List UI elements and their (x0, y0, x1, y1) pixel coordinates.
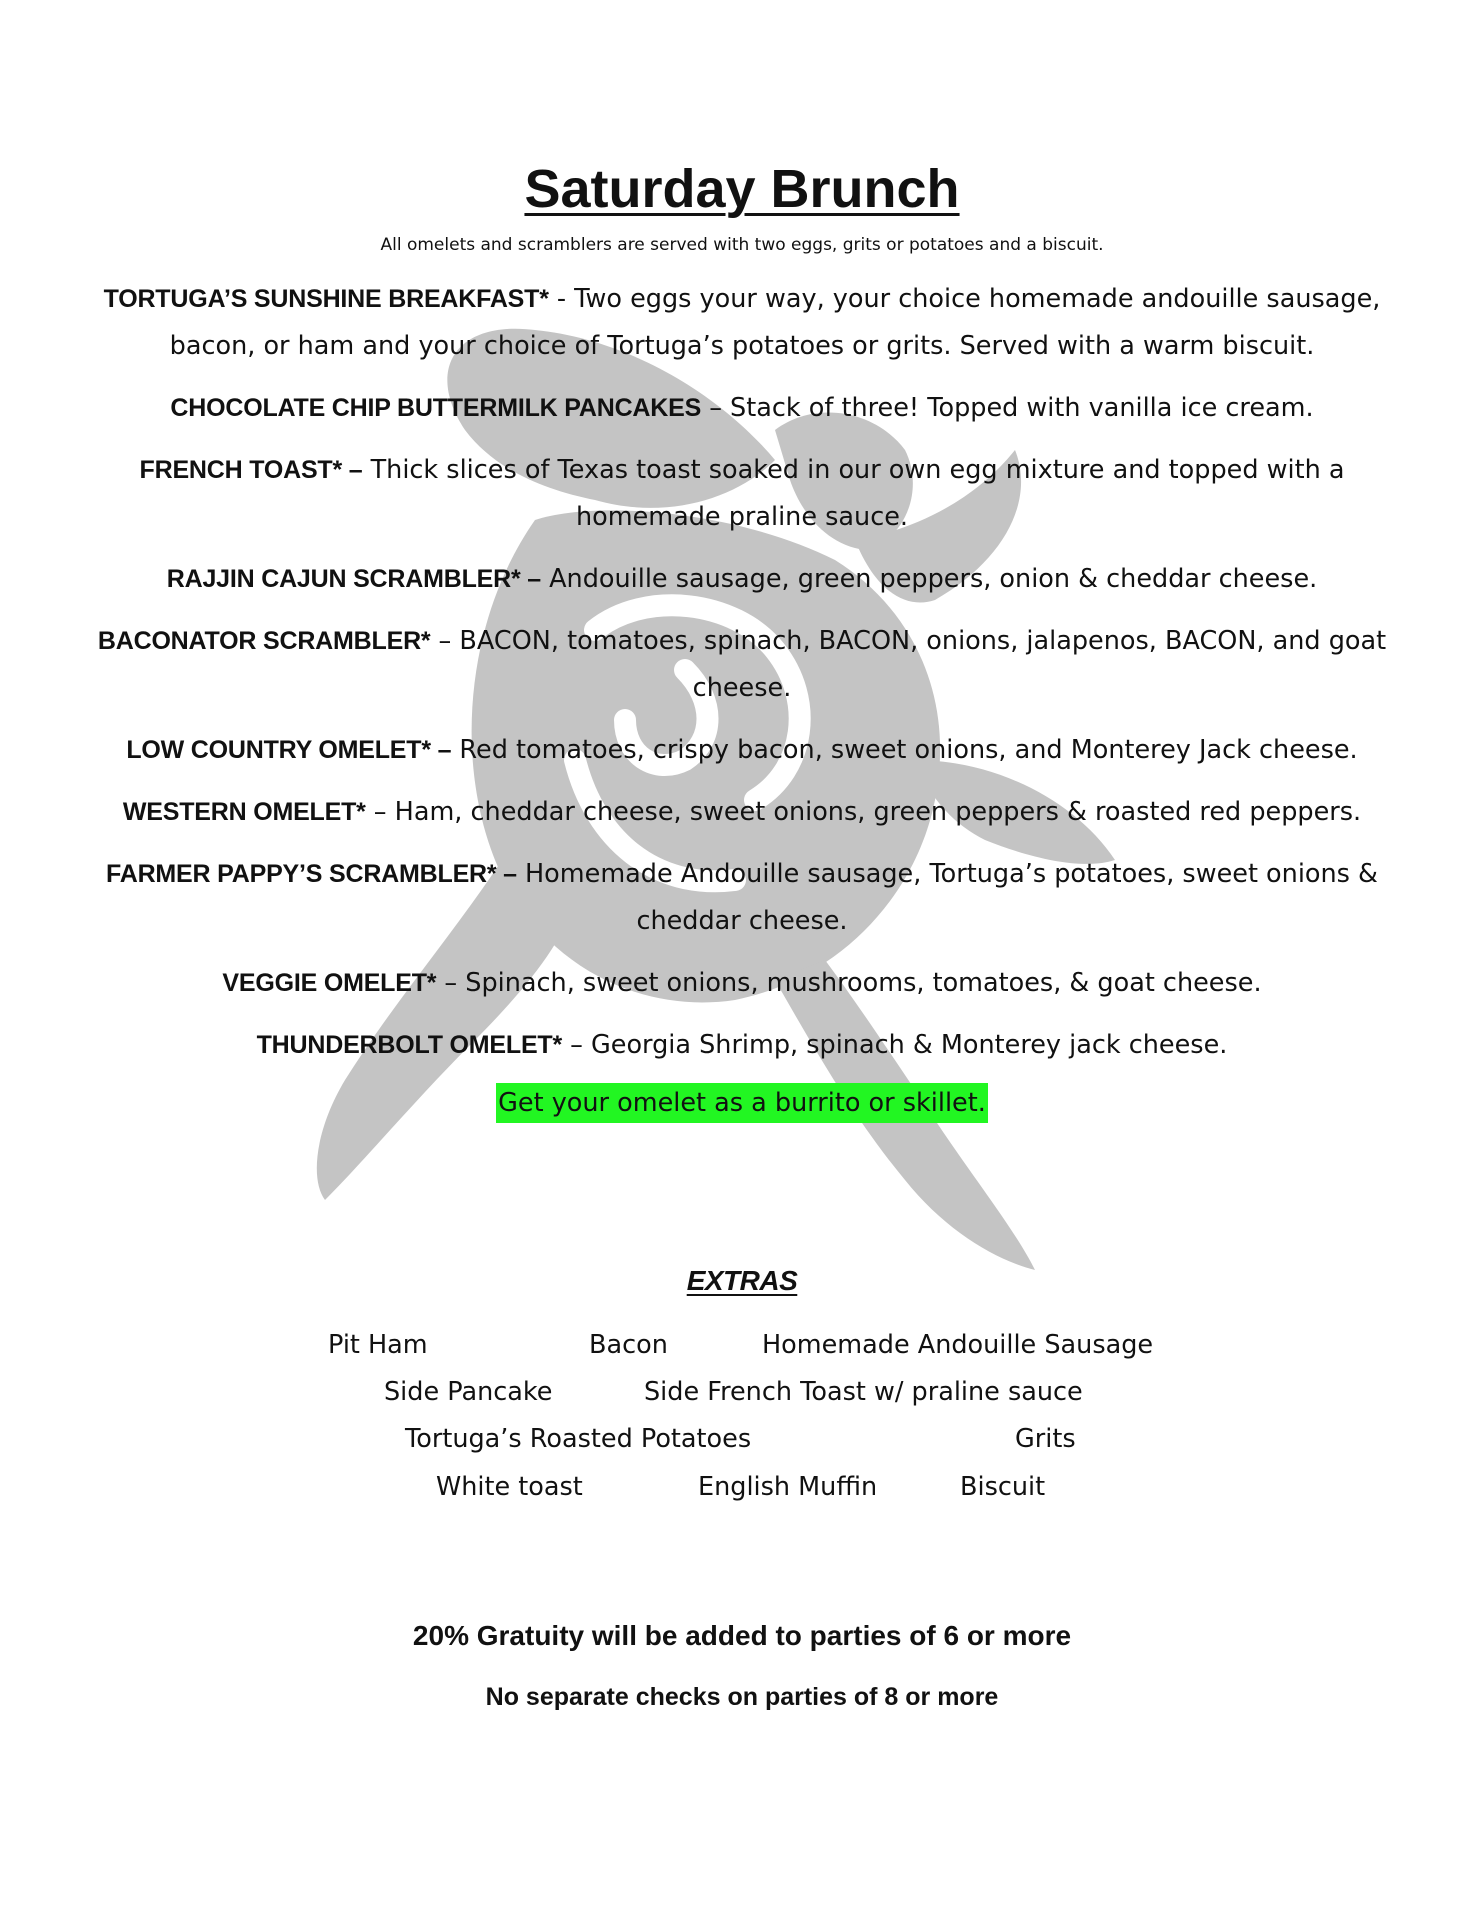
extras-item: White toast (436, 1472, 583, 1502)
menu-item-name: CHOCOLATE CHIP BUTTERMILK PANCAKES (170, 394, 702, 422)
extras-item: English Muffin (698, 1472, 878, 1502)
menu-item-name: FRENCH TOAST* – (139, 456, 363, 484)
menu-item-name: FARMER PAPPY’S SCRAMBLER* – (106, 860, 517, 888)
menu-item (90, 556, 1394, 603)
menu-item (90, 789, 1394, 836)
highlight-note-row (0, 1083, 1484, 1123)
menu-item-description: Homemade Andouille sausage, Tortuga’s potatoes, sweet onions & cheddar cheese. (516, 859, 1378, 936)
menu-item-name: TORTUGA’S SUNSHINE BREAKFAST* (103, 285, 549, 313)
menu-item-name: WESTERN OMELET* (122, 798, 366, 826)
menu-item (90, 960, 1394, 1007)
menu-item-name: VEGGIE OMELET* (222, 969, 437, 997)
menu-item (90, 1022, 1394, 1069)
menu-item-description: Thick slices of Texas toast soaked in our own egg mixture and topped with a homemade praline sauce. (362, 455, 1345, 532)
menu-items-list (90, 276, 1394, 1084)
menu-item-name: RAJJIN CAJUN SCRAMBLER* – (166, 565, 541, 593)
menu-item (90, 447, 1394, 541)
menu-item-name: THUNDERBOLT OMELET* (256, 1031, 563, 1059)
menu-item-description: Andouille sausage, green peppers, onion & cheddar cheese. (540, 564, 1318, 594)
extras-item: Homemade Andouille Sausage (762, 1330, 1154, 1360)
extras-item: Side French Toast w/ praline sauce (644, 1377, 1083, 1407)
menu-item-description: – Georgia Shrimp, spinach & Monterey jack cheese. (562, 1030, 1228, 1060)
extras-item: Tortuga’s Roasted Potatoes (405, 1424, 752, 1454)
menu-item-description: – BACON, tomatoes, spinach, BACON, onions, jalapenos, BACON, and goat cheese. (430, 626, 1387, 703)
menu-item (90, 851, 1394, 945)
extras-item: Pit Ham (328, 1330, 428, 1360)
menu-item (90, 727, 1394, 774)
extras-item: Biscuit (960, 1472, 1046, 1502)
gratuity-policy: 20% Gratuity will be added to parties of 6 or more (412, 1620, 1072, 1651)
separate-checks-policy: No separate checks on parties of 8 or more (485, 1683, 999, 1711)
highlight-note: Get your omelet as a burrito or skillet. (496, 1083, 988, 1123)
menu-item (90, 276, 1394, 370)
menu-item-description: – Ham, cheddar cheese, sweet onions, green peppers & roasted red peppers. (365, 797, 1362, 827)
menu-item-name: LOW COUNTRY OMELET* – (126, 736, 452, 764)
menu-item-description: Red tomatoes, crispy bacon, sweet onions, and Monterey Jack cheese. (451, 735, 1358, 765)
menu-item-description: - Two eggs your way, your choice homemade andouille sausage, bacon, or ham and your choice of Tortuga’s potatoes or grits. Served with a warm biscuit. (169, 284, 1381, 361)
extras-item: Side Pancake (384, 1377, 553, 1407)
menu-item-description: – Stack of three! Topped with vanilla ice cream. (701, 393, 1314, 423)
extras-item: Grits (1015, 1424, 1076, 1454)
page-title: Saturday Brunch (524, 159, 960, 219)
extras-item: Bacon (589, 1330, 668, 1360)
menu-item (90, 385, 1394, 432)
menu-item-name: BACONATOR SCRAMBLER* (97, 627, 431, 655)
extras-heading: EXTRAS (686, 1265, 798, 1296)
menu-item (90, 618, 1394, 712)
menu-item-description: – Spinach, sweet onions, mushrooms, tomatoes, & goat cheese. (436, 968, 1262, 998)
page-subtitle: All omelets and scramblers are served with two eggs, grits or potatoes and a biscuit. (380, 235, 1104, 255)
